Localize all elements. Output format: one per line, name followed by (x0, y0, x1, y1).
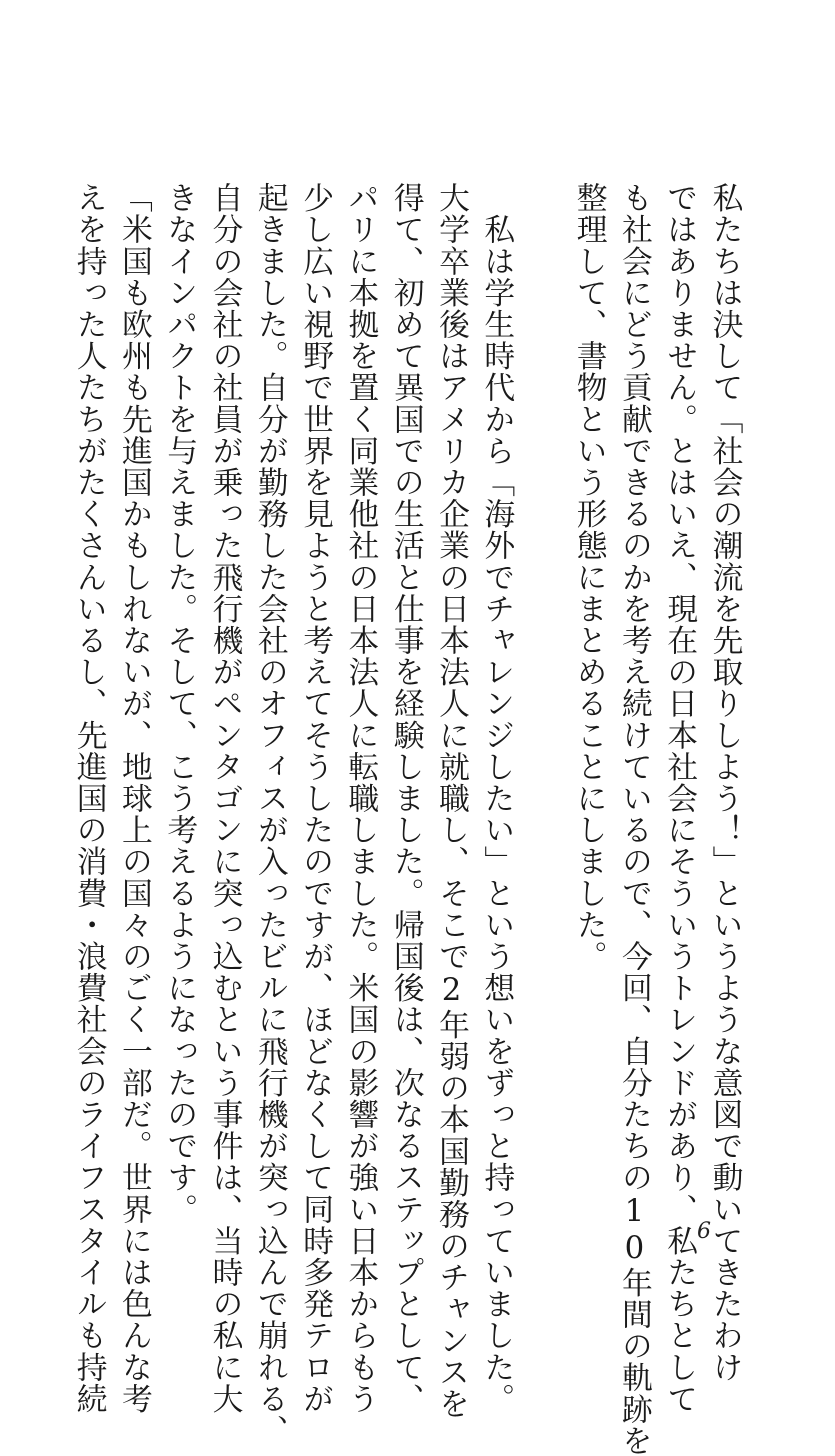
text-line: 起きました。自分が勤務した会社のオフィスが入ったビルに飛行機が突っ込んで崩れる、 (252, 182, 289, 1446)
text-line: 大学卒業後はアメリカ企業の日本法人に就職し、そこで2年弱の本国勤務のチャンスを (433, 182, 470, 1420)
vertical-body-text (71, 182, 747, 1456)
text-line: 自分の会社の社員が乗った飛行機がペンタゴンに突っ込むという事件は、当時の私に大 (207, 182, 244, 1415)
text-line: 少し広い視野で世界を見ようと考えてそうしたのですが、ほどなくして同時多発テロが (297, 182, 334, 1415)
text-line: 私は学生時代から「海外でチャレンジしたい」という想いをずっと持っていました。 (478, 182, 515, 1415)
text-line: 私たちは決して「社会の潮流を先取りしよう！」というような意図で動いてきたわけ (707, 182, 743, 1383)
page-number: 6 (697, 1219, 711, 1244)
text-line: 整理して、書物という形態にまとめることにしました。 (571, 182, 608, 972)
text-line: も社会にどう貢献できるのかを考え続けているので、今回、自分たちの10年間の軌跡を (616, 182, 653, 1456)
text-line: 得て、初めて異国での生活と仕事を経験しました。帰国後は、次なるステップとして、 (388, 182, 425, 1415)
text-line: 「米国も欧州も先進国かもしれないが、地球上の国々のごく一部だ。世界には色んな考 (116, 182, 153, 1415)
text-line: ではありません。とはいえ、現在の日本社会にそういうトレンドがあり、私たちとして (661, 182, 698, 1415)
text-line: きなインパクトを与えました。そして、こう考えるようになったのです。 (161, 182, 198, 1225)
text-line: パリに本拠を置く同業他社の日本法人に転職しました。米国の影響が強い日本からもう (342, 182, 379, 1415)
paragraph-break (519, 182, 566, 1222)
text-line: えを持った人たちがたくさんいるし、先進国の消費・浪費社会のライフスタイルも持続 (71, 182, 108, 1415)
